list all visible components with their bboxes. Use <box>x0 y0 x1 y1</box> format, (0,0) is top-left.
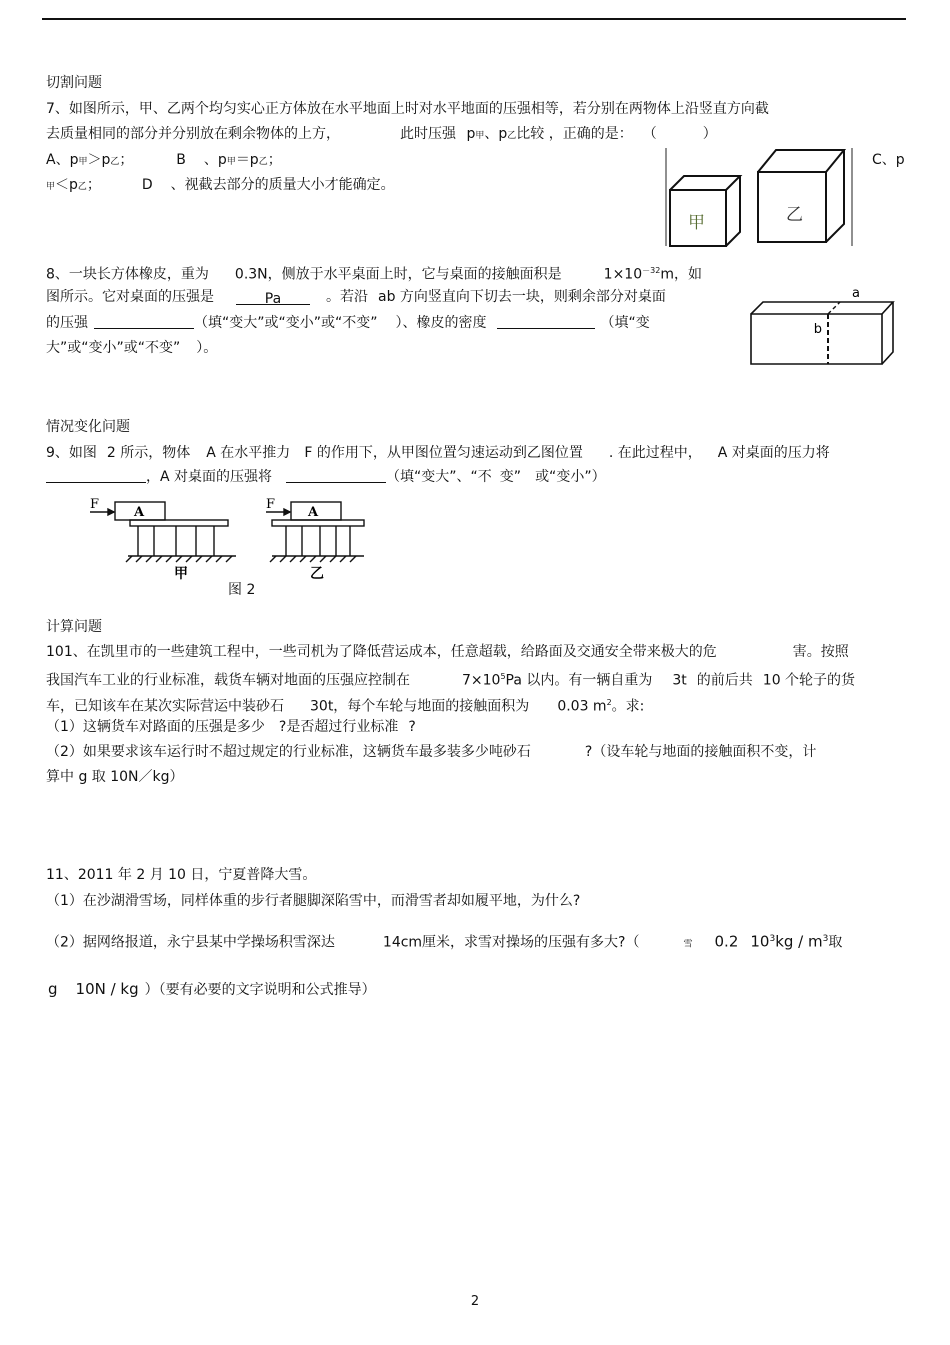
option-a: A、p甲＞p乙； <box>46 152 134 168</box>
setup-jia <box>90 502 236 562</box>
q8-line2: 图所示。它对桌面的压强是 Pa 。若沿 ab 方向竖直向下切去一块，则剩余部分对桌面 <box>46 289 666 307</box>
q7-line2: 去质量相同的部分并分别放在剩余物体的上方， 此时压强 p甲、p乙比较 ，正确的是： （ ） <box>46 126 717 142</box>
cube-yi-label: 乙 <box>786 205 803 225</box>
q11-sub2: （2）据网络报道，永宁县某中学操场积雪深达 14cm厘米，求雪对操场的压强有多大?（ 雪 0.2 $10^3kg / m^3$取 <box>46 932 843 951</box>
q8-blank-density <box>497 314 595 329</box>
option-b: B 、p甲＝p乙； <box>176 152 282 168</box>
q7-options-cd: 甲＜p乙； D 、视截去部分的质量大小才能确定。 <box>46 177 395 193</box>
q10-line2: 我国汽车工业的行业标准，载货车辆对地面的压强应控制在 $7\times 10^5Pa$ 以内。有一辆自重为 3t 的前后共 10 个轮子的货 <box>46 672 856 689</box>
force-label-yi: F <box>266 497 276 512</box>
q10-sub2: （2）如果要求该车运行时不超过规定的行业标准，这辆货车最多装多少吨砂石 ?（设车轮与地面的接触面积不变，计 <box>46 744 817 760</box>
q8-line4: 大”或“变小”或“不变” ）。 <box>46 340 218 356</box>
cube-yi <box>758 150 844 242</box>
cube-jia-label: 甲 <box>688 213 705 233</box>
q9-blank-force <box>46 468 146 483</box>
q11-sub2-cont: g 10N / kg ）（要有必要的文字说明和公式推导） <box>48 980 376 998</box>
block-label-jia: A <box>134 505 145 520</box>
q10-sub1: （1）这辆货车对路面的压强是多少 ?是否超过行业标准 ? <box>46 719 416 735</box>
label-b: b <box>813 322 822 337</box>
q11-sub1: （1）在沙湖滑雪场，同样体重的步行者腿脚深陷雪中，而滑雪者却如履平地，为什么? <box>46 893 581 909</box>
label-yi: 乙 <box>310 566 324 582</box>
cube-jia <box>670 176 740 246</box>
section-title-calc: 计算问题 <box>46 619 102 635</box>
q11-line1: 11、2011 年 2 月 10 日，宁夏普降大雪。 <box>46 867 317 883</box>
q8-line3: 的压强 （填“变大”或“变小”或“不变” ）、橡皮的密度 （填“变 <box>46 315 650 331</box>
q10-sub2-cont: 算中 g 取 10N／kg） <box>46 769 184 785</box>
label-jia: 甲 <box>174 566 188 582</box>
figure-2 <box>86 494 386 584</box>
label-a: a <box>852 286 860 301</box>
q7-line1: 7、如图所示，甲、乙两个均匀实心正方体放在水平地面上时对水平地面的压强相等，若分别在两物体上沿竖直方向截 <box>46 101 769 117</box>
q8-pressure-blank: Pa <box>236 290 310 305</box>
top-rule <box>42 18 906 20</box>
q9-line2: ，A 对桌面的压强将 （填“变大”、“不 变” 或“变小”） <box>46 468 606 486</box>
option-c-start: C、p <box>872 152 905 168</box>
q10-line1: 101、在凯里市的一些建筑工程中，一些司机为了降低营运成本，任意超载，给路面及交通安全带来极大的危 害。按照 <box>46 644 849 660</box>
q9-line1: 9、如图 2 所示，物体 A 在水平推力 F 的作用下，从甲图位置匀速运动到乙图位置 . 在此过程中， A 对桌面的压力将 <box>46 445 830 461</box>
q10-line3: 车，已知该车在某次实际营运中装砂石 30t，每个车轮与地面的接触面积为 0.03 $m^2$。求: <box>46 698 645 715</box>
section-title-cutting: 切割问题 <box>46 75 102 91</box>
force-label-jia: F <box>90 497 100 512</box>
block-label-yi: A <box>308 505 319 520</box>
page-number: 2 <box>470 1294 480 1309</box>
q7-cubes-figure <box>664 146 856 248</box>
figure-2-caption: 图 2 <box>228 582 256 598</box>
q8-blank-pressure-change <box>94 314 194 329</box>
option-d: D 、视截去部分的质量大小才能确定。 <box>141 177 395 193</box>
q8-eraser-figure <box>748 284 898 368</box>
q8-line1: 8、一块长方体橡皮，重为 0.3N，侧放于水平桌面上时，它与桌面的接触面积是 $1\times 10^{-32}m$，如 <box>46 266 702 283</box>
section-title-change: 情况变化问题 <box>46 419 130 435</box>
q9-blank-pressure <box>286 468 386 483</box>
q7-options-ab <box>46 151 282 171</box>
